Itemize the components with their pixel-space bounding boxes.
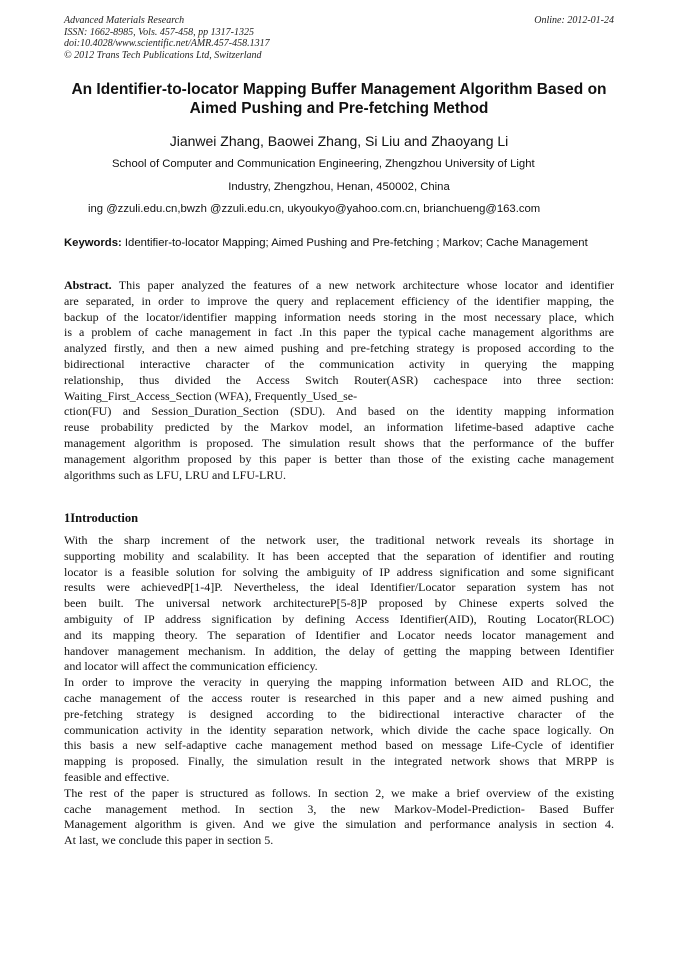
abstract-line: backup of the locator/identifier mapping information needs storing in the most necessary place, which xyxy=(64,309,614,324)
paper-title xyxy=(60,80,618,118)
body-line: cache management of the access router is researched in this paper and a new aimed pushing and xyxy=(64,690,614,705)
body-line: pre-fetching strategy is designed according to the bidirectional interactive character of the xyxy=(64,706,614,721)
copyright-line: © 2012 Trans Tech Publications Ltd, Switzerland xyxy=(64,49,262,61)
affiliation-line: Industry, Zhengzhou, Henan, 450002, China xyxy=(228,181,450,193)
doi-line: doi:10.4028/www.scientific.net/AMR.457-458.1317 xyxy=(64,38,270,49)
body-line: been built. The universal network architectureP[5-8]P proposed by Chinese experts solved the xyxy=(64,596,614,611)
body-line: and locator will affect the communication efficiency. xyxy=(64,659,318,674)
title-line: Aimed Pushing and Pre-fetching Method xyxy=(189,100,489,117)
body-line: Management algorithm is given. And we give the simulation and performance analysis in section 4. xyxy=(64,817,614,832)
body-line: and its mapping theory. The separation of Identifier and Locator needs locator management and xyxy=(64,627,614,642)
body-line: supporting mobility and scalability. It has been accepted that the separation of identifier and routing xyxy=(64,548,614,563)
journal-name: Advanced Materials Research xyxy=(64,15,185,26)
affiliation-line: School of Computer and Communication Engineering, Zhengzhou University of Light xyxy=(112,158,535,170)
body-line: In order to improve the veracity in querying the mapping information between AID and RLOC, the xyxy=(64,675,614,690)
section-heading: 1Introduction xyxy=(64,511,139,525)
body-line: mapping is proposed. Finally, the simulation result in the integrated network shows that MRPP is xyxy=(64,754,614,769)
abstract-line: bidirectional interactive character of the communication activity in querying the mapping xyxy=(64,356,614,371)
abstract-line: reuse probability predicted by the Markov model, an information lifetime-based adaptive cache xyxy=(64,420,614,435)
introduction-body xyxy=(64,533,614,849)
abstract-line: analyzed firstly, and then a new aimed pushing and pre-fetching strategy is proposed according to the xyxy=(64,341,614,356)
abstract-line: is a problem of cache management in fact .In this paper the typical cache management algorithms are xyxy=(64,325,614,340)
keywords-text-cont: Management xyxy=(521,237,588,249)
online-date: Online: 2012-01-24 xyxy=(534,15,614,26)
body-line: communication activity in the identity separation network, which divide the cache space logically. On xyxy=(64,722,614,737)
abstract-block xyxy=(64,278,614,483)
body-line: this basis a new self-adaptive cache management method based on message Life-Cycle of identifier xyxy=(64,738,614,753)
abstract-line: management algorithm proposed by this paper is better than those of the existing cache management xyxy=(64,451,614,466)
body-line: handover management mechanism. In addition, the delay of getting the mapping between Identifier xyxy=(64,643,614,658)
body-line: ambiguity of IP address signification by defining Access Identifier(AID), Routing Locator(RLOC) xyxy=(64,611,614,626)
body-line: locator is a feasible solution for solving the ambiguity of IP address signification and some significant xyxy=(64,564,614,579)
abstract-first-text: This paper analyzed the features of a new network architecture whose locator and identifier xyxy=(118,278,614,292)
body-line: The rest of the paper is structured as follows. In section 2, we make a brief overview of the existing xyxy=(64,785,614,800)
abstract-line: relationship, thus divided the Access Switch Router(ASR) cachespace into three section: xyxy=(64,372,614,387)
body-line: feasible and effective. xyxy=(64,769,170,784)
keywords-text: Identifier-to-locator Mapping; Aimed Pushing and Pre-fetching ; Markov; Cache xyxy=(124,237,519,249)
abstract-line: Waiting_First_Access_Section (WFA), Frequently_Used_se- xyxy=(64,388,358,403)
abstract-line: algorithms such as LFU, LRU and LFU-LRU. xyxy=(64,467,286,482)
author-emails: ing @zzuli.edu.cn,bwzh @zzuli.edu.cn, ukyoukyo@yahoo.com.cn, brianchueng@163.com xyxy=(88,203,541,215)
abstract-line: management algorithm is proposed. The simulation result shows that the performance of the buffer xyxy=(64,435,614,450)
abstract-line xyxy=(64,278,614,294)
body-line: At last, we conclude this paper in section 5. xyxy=(64,833,274,848)
abstract-line: ction(FU) and Session_Duration_Section (SDU). And based on the identity mapping information xyxy=(64,404,614,419)
keywords-block xyxy=(64,236,614,250)
author-list: Jianwei Zhang, Baowei Zhang, Si Liu and Zhaoyang Li xyxy=(169,133,509,149)
journal-header xyxy=(64,15,614,61)
body-line: With the sharp increment of the network user, the traditional network reveals its shortage in xyxy=(64,533,614,547)
abstract-line: are separated, in order to improve the query and replacement efficiency of the identifier mapping, the xyxy=(64,293,614,308)
abstract-label: Abstract. xyxy=(64,278,112,292)
body-line: cache management method. In section 3, the new Markov-Model-Prediction- Based Buffer xyxy=(64,801,614,816)
title-line: An Identifier-to-locator Mapping Buffer Management Algorithm Based on xyxy=(71,81,607,98)
body-line: results were achievedP[1-4]P. Nevertheless, the ideal Identifier/Locator separation system has not xyxy=(64,580,614,595)
keywords-label: Keywords: xyxy=(64,237,122,249)
issn-line: ISSN: 1662-8985, Vols. 457-458, pp 1317-1325 xyxy=(64,26,254,38)
